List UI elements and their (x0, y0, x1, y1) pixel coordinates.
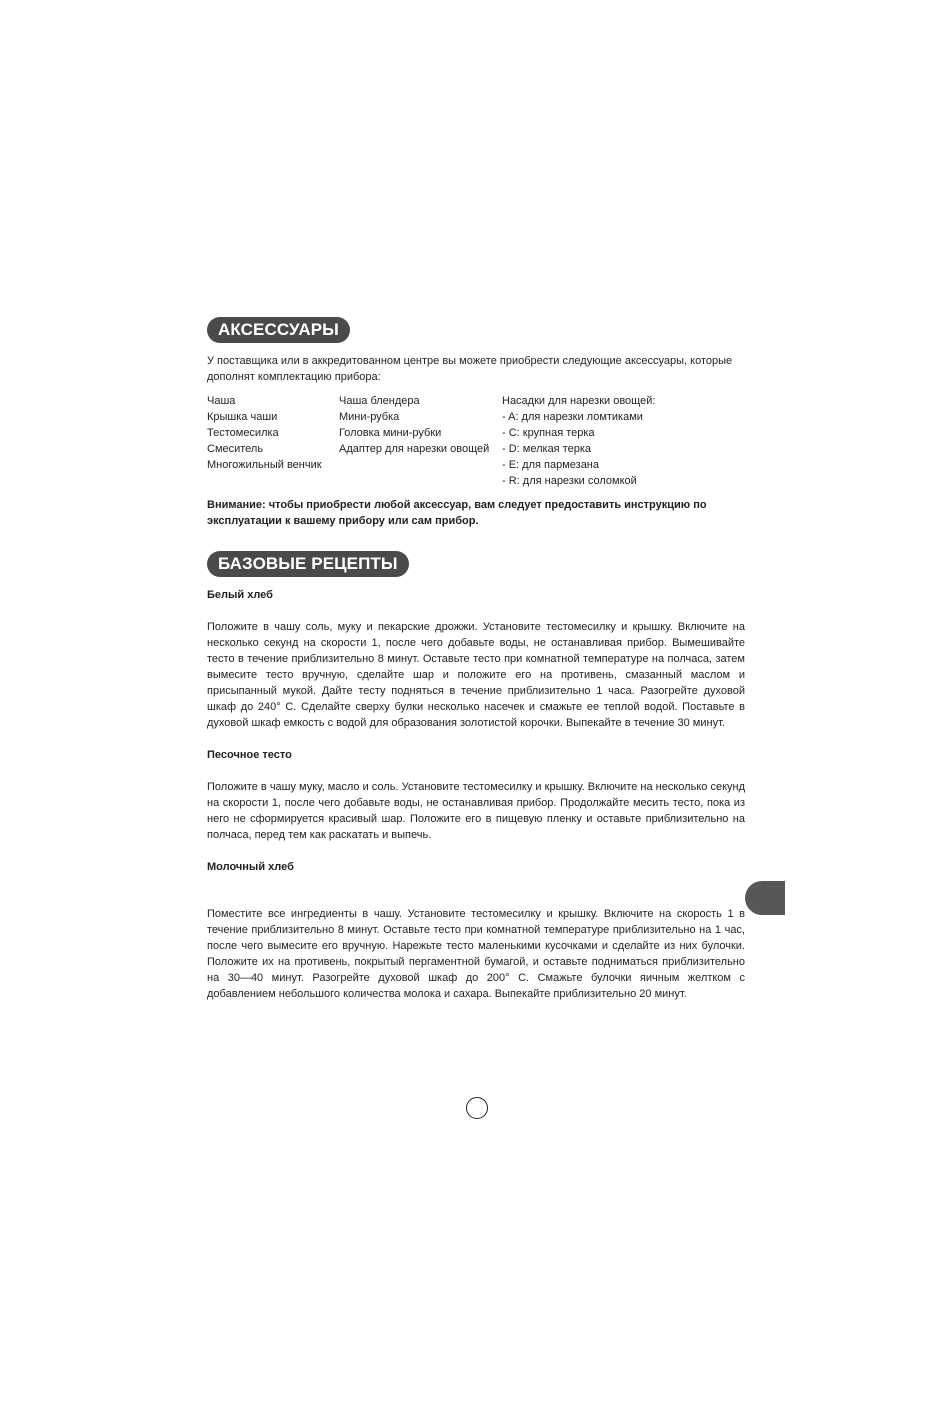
accessories-intro: У поставщика или в аккредитованном центре вы можете приобрести следующие аксессуары, которые дополнят комплектацию прибора: (207, 355, 733, 383)
accessory-item: - C: крупная терка (502, 427, 595, 439)
accessories-column-2 (339, 393, 502, 489)
recipe-title-white-bread: Белый хлеб (207, 589, 273, 601)
page-number-circle (466, 1097, 488, 1119)
accessories-heading: АКСЕССУАРЫ (207, 317, 350, 343)
accessory-item: Насадки для нарезки овощей: (502, 395, 656, 407)
recipes-heading: БАЗОВЫЕ РЕЦЕПТЫ (207, 551, 409, 577)
recipe-text-milk-bread: Поместите все ингредиенты в чашу. Установите тестомесилку и крышку. Включите на скорость 1 в течение приблизительно 8 минут. Оставьте тесто при комнатной температуре приблизительно на 1 час, после чего вымесите его вручную. Нарежьте тесто маленькими кусочками и сделайте из них булочки. Положите их на противень, покрытый пергаментной бумагой, и оставьте подниматься приблизительно на 30—40 минут. Разогрейте духовой шкаф до 200° C. Смажьте булочки яичным желтком с добавлением небольшого количества молока и сахара. Выпекайте приблизительно 20 минут. (207, 908, 745, 1000)
accessory-item: - D: мелкая терка (502, 443, 592, 455)
accessory-item: Чаша блендера (339, 395, 420, 407)
accessory-item: Головка мини-рубки (339, 427, 442, 439)
accessory-item: - A: для нарезки ломтиками (502, 411, 643, 423)
accessory-item: Крышка чаши (207, 411, 278, 423)
accessory-item: Мини-рубка (339, 411, 400, 423)
accessory-item: Смеситель (207, 443, 264, 455)
recipe-title-shortcrust: Песочное тесто (207, 749, 292, 761)
page-content (207, 317, 745, 1002)
recipe-text-shortcrust: Положите в чашу муку, масло и соль. Установите тестомесилку и крышку. Включите на несколько секунд на скорости 1, после чего добавьте воды, не останавливая прибор. Продолжайте месить тесто, пока из него не сформируется красивый шар. Положите его в пищевую пленку и оставьте приблизительно на полчаса, перед тем как раскатать и выпечь. (207, 781, 745, 841)
accessory-item: Тестомесилка (207, 427, 279, 439)
accessories-notice: Внимание: чтобы приобрести любой аксессуар, вам следует предоставить инструкцию по эксплуатации к вашему прибору или сам прибор. (207, 499, 707, 527)
accessory-item: Чаша (207, 395, 236, 407)
accessories-column-3 (502, 393, 745, 489)
accessory-item: - R: для нарезки соломкой (502, 475, 637, 487)
recipe-title-milk-bread: Молочный хлеб (207, 861, 294, 873)
language-tab-marker (745, 881, 785, 915)
accessory-item: - E: для пармезана (502, 459, 600, 471)
accessories-list (207, 393, 745, 489)
recipe-text-white-bread: Положите в чашу соль, муку и пекарские дрожжи. Установите тестомесилку и крышку. Включите на несколько секунд на скорости 1, после чего добавьте воды, не останавливая прибор. Вымешивайте тесто в течение приблизительно 8 минут. Оставьте тесто при комнатной температуре на полчаса, затем вымесите тесто вручную, сделайте шар и положите его на противень, смазанный маслом и присыпанный мукой. Дайте тесту подняться в течение приблизительно 1 часа. Разогрейте духовой шкаф до 240° C. Сделайте сверху булки несколько насечек и смажьте ее теплой водой. Поставьте в духовой шкаф емкость с водой для образования золотистой корочки. Выпекайте в течение 30 минут. (207, 621, 745, 729)
accessory-item: Адаптер для нарезки овощей (339, 443, 490, 455)
accessory-item: Многожильный венчик (207, 459, 322, 471)
accessories-column-1 (207, 393, 339, 489)
